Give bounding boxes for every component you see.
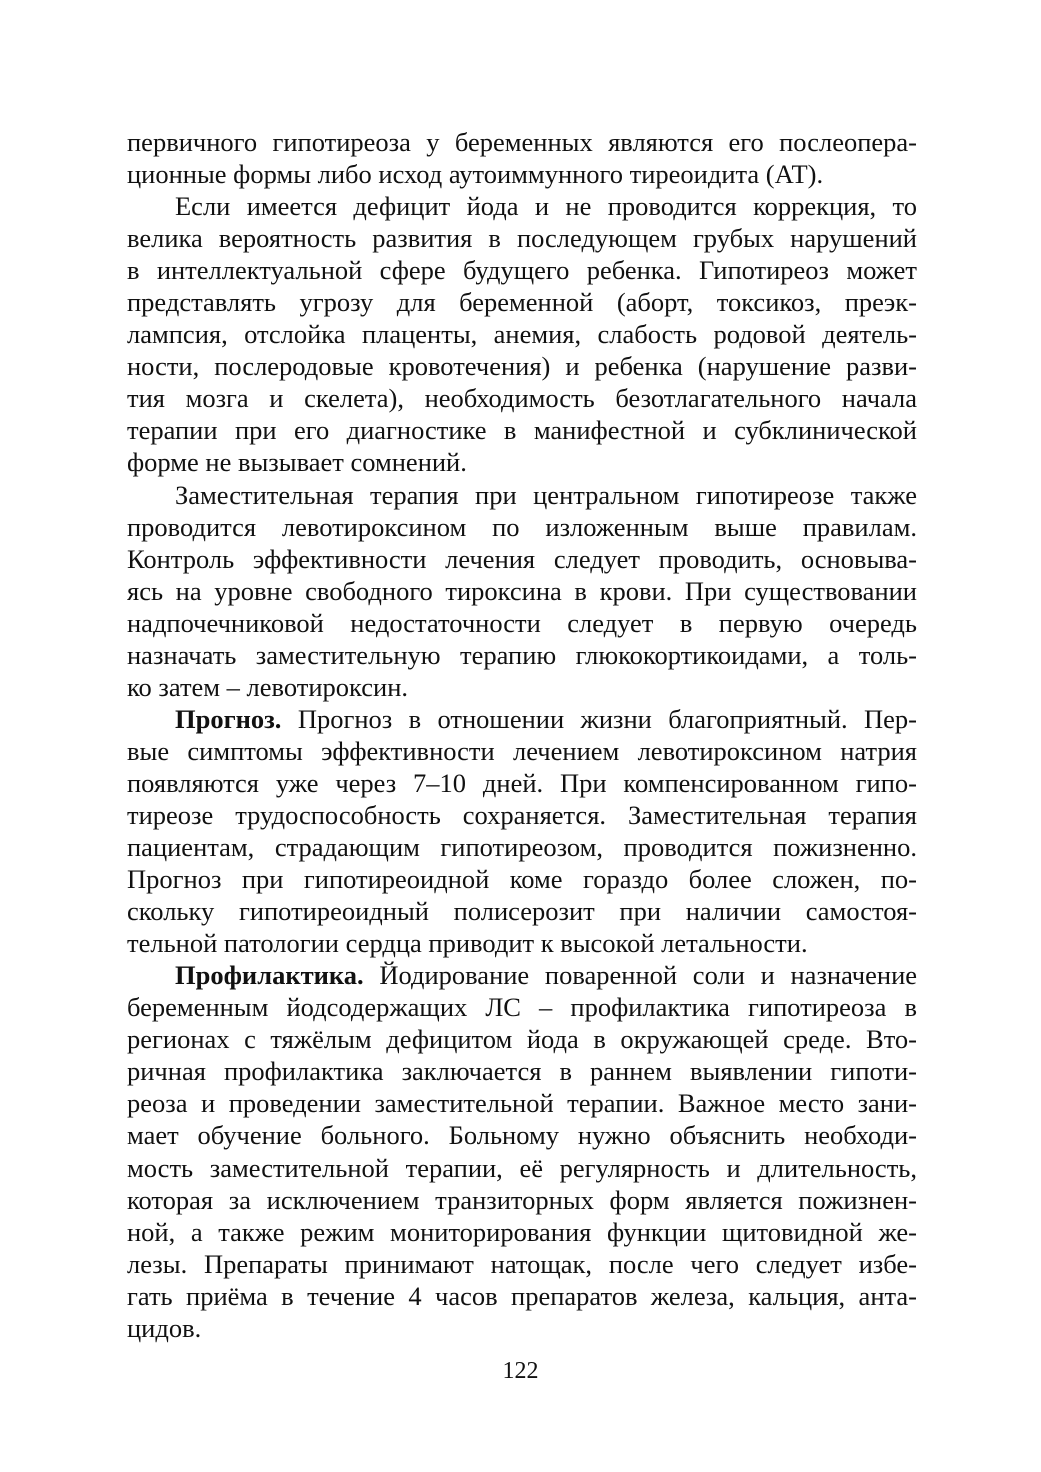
text-line: ной, а также режим мониторирования функции щитовидной же- [127,1216,917,1247]
text-line: цидов. [127,1312,202,1343]
text-line: представлять угрозу для беременной (аборт, токсикоз, преэк- [127,287,917,318]
text-line: Заместительная терапия при центральном гипотиреозе также [175,479,917,510]
text-line: лампсия, отслойка плаценты, анемия, слабость родовой деятель- [127,319,917,350]
text-line: мает обучение больного. Больному нужно объяснить необходи- [127,1120,917,1151]
text-line: велика вероятность развития в последующем грубых нарушений [127,223,917,254]
text-line: Если имеется дефицит йода и не проводится коррекция, то [175,191,917,222]
text-line: лезы. Препараты принимают натощак, после чего следует избе- [127,1248,917,1279]
text-line: скольку гипотиреоидный полисерозит при наличии самостоя- [127,896,917,927]
text-line: которая за исключением транзиторных форм является пожизнен- [127,1184,917,1215]
text-line: терапии при его диагностике в манифестной и субклинической [127,415,917,446]
text-line-content: Йодирование поваренной соли и назначение [379,960,918,991]
text-line: Контроль эффективности лечения следует проводить, основыва- [127,543,917,574]
text-line: ричная профилактика заключается в раннем выявлении гипоти- [127,1056,917,1087]
text-line: беременным йодсодержащих ЛС – профилактика гипотиреоза в [127,992,917,1023]
text-line: регионах с тяжёлым дефицитом йода в окружающей среде. Вто- [127,1024,917,1055]
text-line: мость заместительной терапии, её регулярность и длительность, [127,1152,917,1183]
body-text [127,126,917,1344]
text-line: тия мозга и скелета), необходимость безотлагательного начала [127,383,917,414]
text-line: гать приёма в течение 4 часов препаратов железа, кальция, анта- [127,1280,917,1311]
text-line: реоза и проведении заместительной терапии. Важное место зани- [127,1088,917,1119]
text-line: назначать заместительную терапию глюкокортикоидами, а толь- [127,639,917,670]
text-line: появляются уже через 7–10 дней. При компенсированном гипо- [127,767,917,798]
text-line: ясь на уровне свободного тироксина в крови. При существовании [127,575,917,606]
text-line [127,959,917,991]
text-line: первичного гипотиреоза у беременных являются его послеопера- [127,127,917,157]
text-line: тиреозе трудоспособность сохраняется. Заместительная терапия [127,799,917,830]
text-line: ционные формы либо исход аутоиммунного тиреоидита (АТ). [127,159,824,190]
text-line: пациентам, страдающим гипотиреозом, проводится пожизненно. [127,832,917,863]
text-line: ности, послеродовые кровотечения) и ребенка (нарушение разви- [127,351,917,382]
text-line: в интеллектуальной сфере будущего ребенка. Гипотиреоз может [127,255,917,286]
text-line: надпочечниковой недостаточности следует в первую очередь [127,607,917,638]
text-line: вые симптомы эффективности лечением левотироксином натрия [127,735,917,766]
text-line-content: Прогноз в отношении жизни благоприятный. Пер- [297,703,918,734]
text-line [127,703,917,735]
section-heading-prognosis: Прогноз. [175,703,282,734]
text-line: ко затем – левотироксин. [127,671,409,702]
text-line: тельной патологии сердца приводит к высокой летальности. [127,928,808,959]
text-line: Прогноз при гипотиреоидной коме гораздо более сложен, по- [127,864,917,895]
section-heading-prevention: Профилактика. [175,960,364,991]
text-line: форме не вызывает сомнений. [127,447,467,478]
text-line: проводится левотироксином по изложенным выше правилам. [127,511,917,542]
page-number: 122 [502,1358,539,1384]
